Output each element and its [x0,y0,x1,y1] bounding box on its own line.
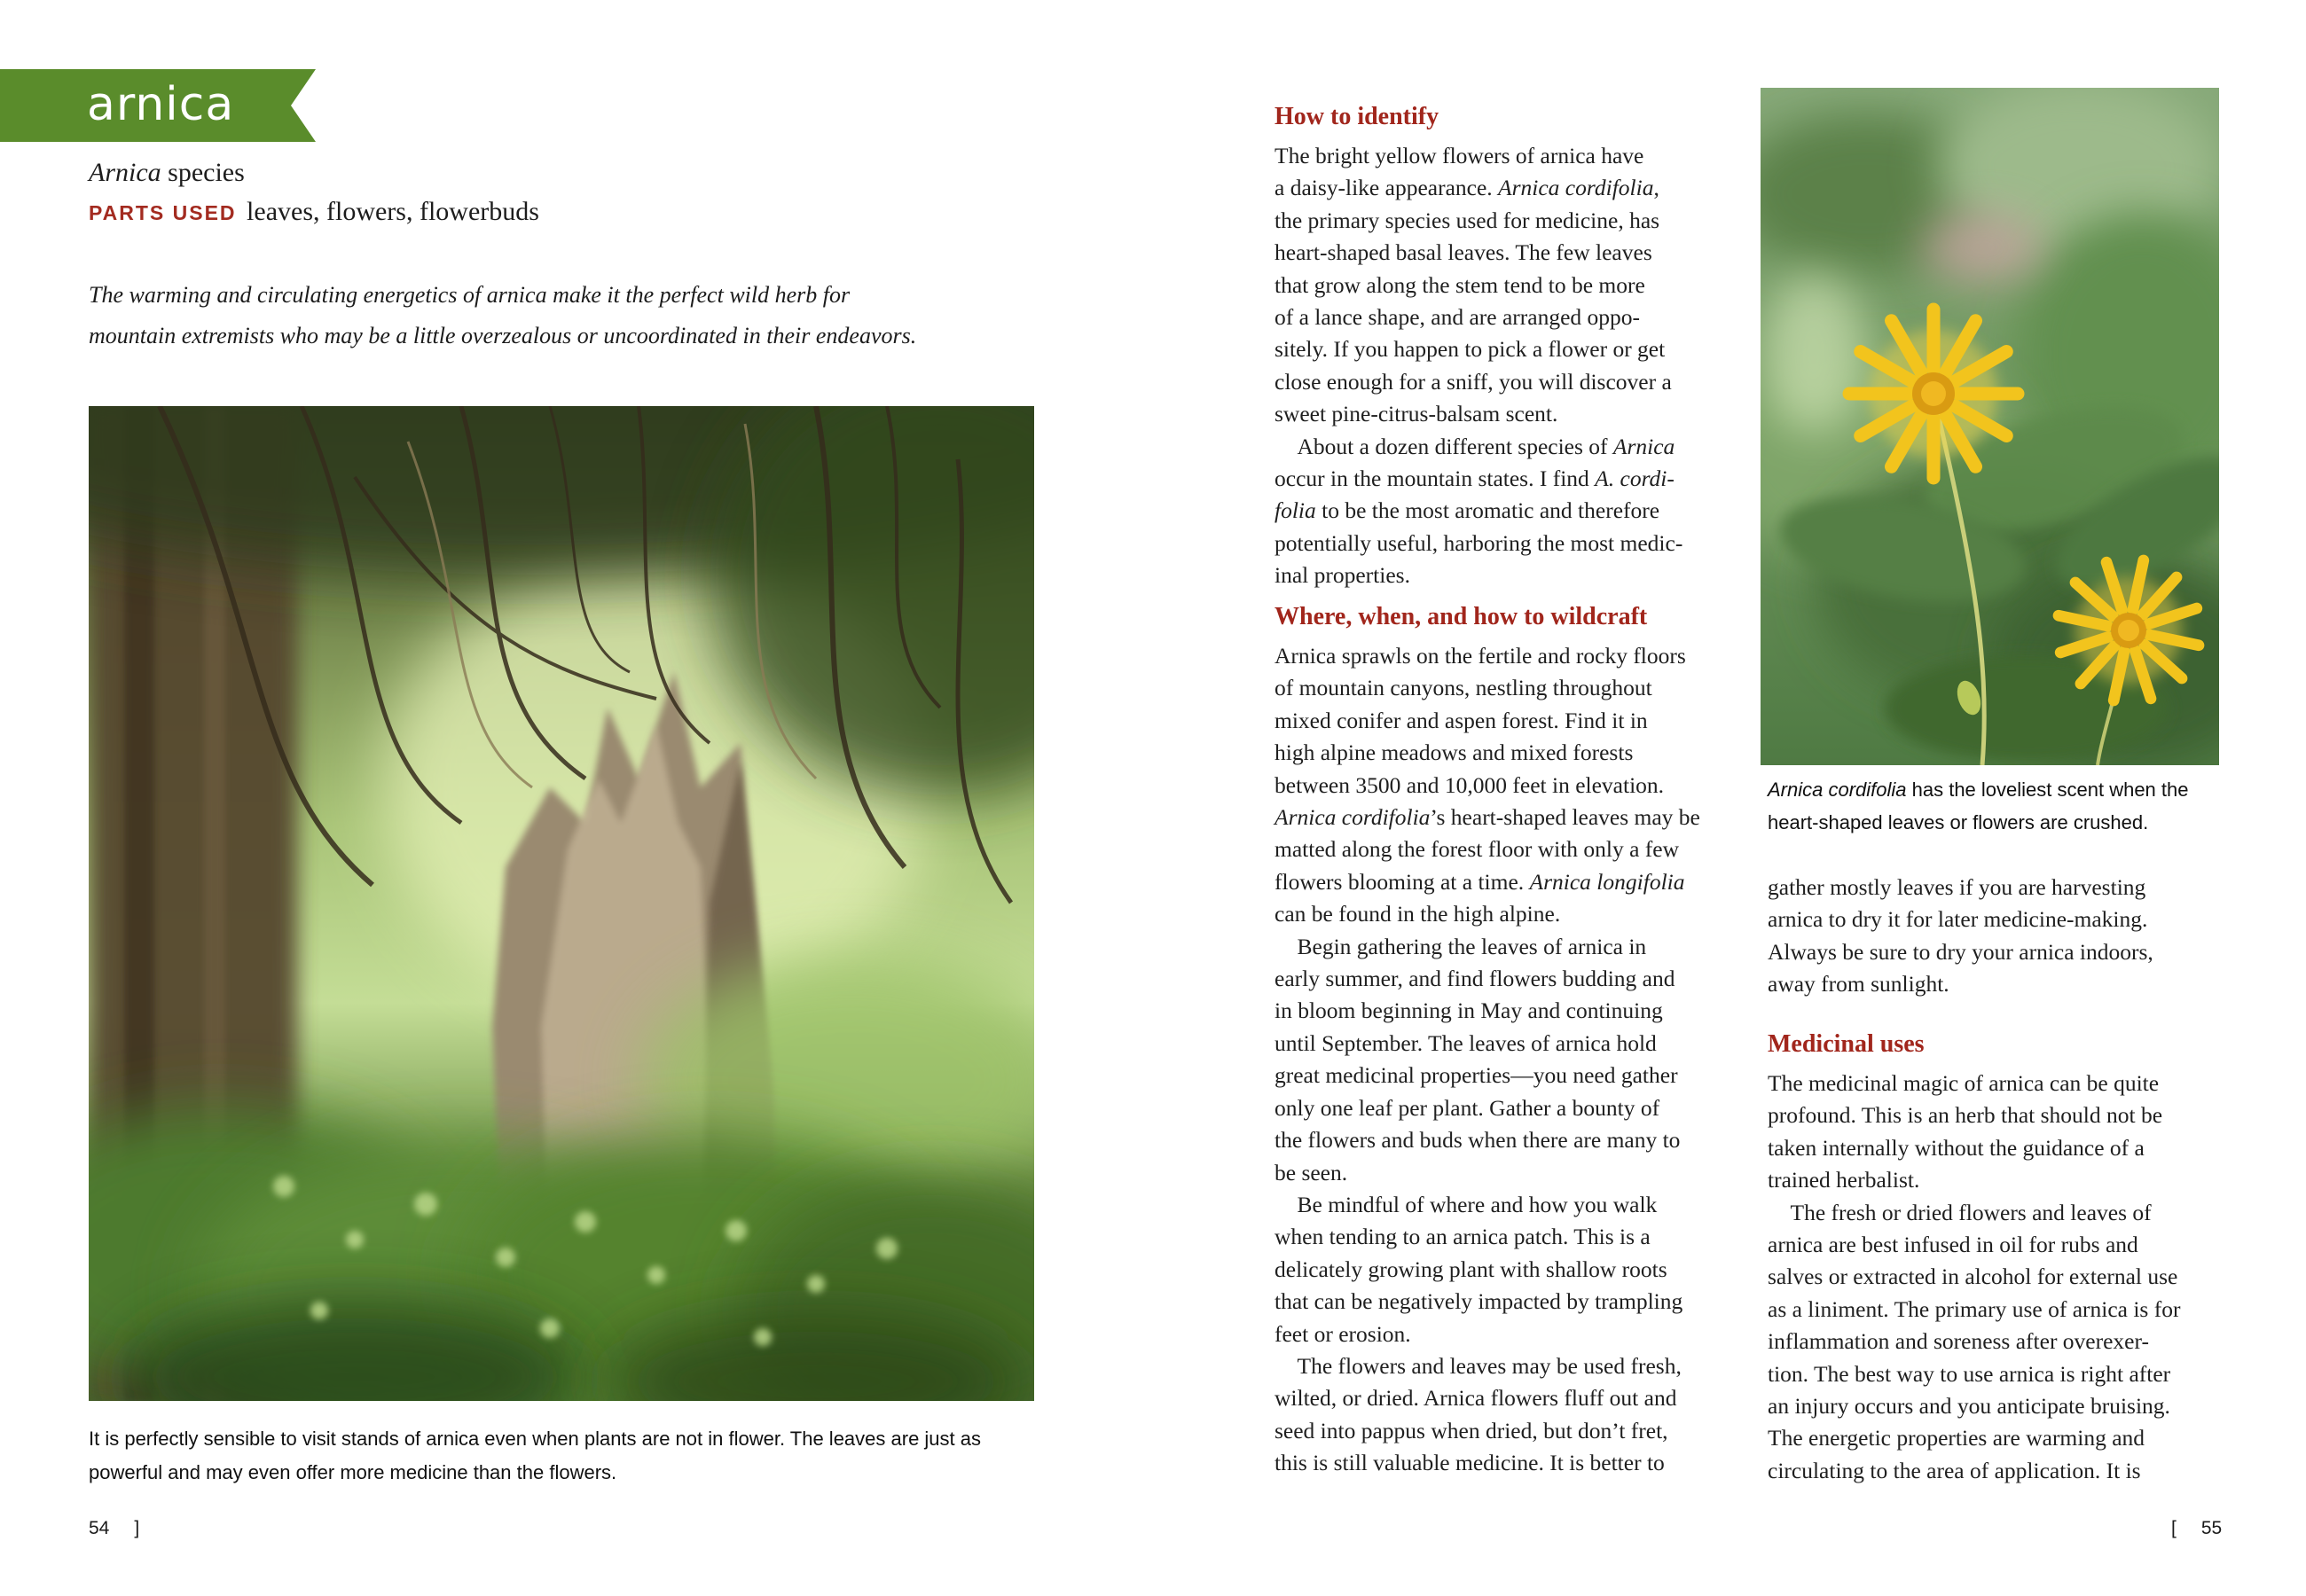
folio-bracket: [ [2171,1518,2177,1538]
section-continuation [1768,872,2251,1001]
forest-floor-photo [89,406,1034,1401]
left-photo-caption: It is perfectly sensible to visit stands of arnica even when plants are not in flower. The leaves are just as powerful and may even offer more medicine than the flowers. [89,1428,982,1483]
page-number-left [89,1518,139,1539]
section-medicinal-uses [1768,1027,2251,1487]
parts-used-line: PARTS USED leaves, flowers, flowerbuds [89,197,539,226]
section-heading: How to identify [1275,103,1439,130]
arnica-flowers-photo [1761,88,2219,765]
page-number: 55 [2200,1518,2223,1538]
folio-bracket: ] [134,1518,140,1538]
chapter-title: arnica [87,78,235,131]
parts-used-label: PARTS USED [89,201,237,224]
section-body: The bright yellow flowers of arnica have a daisy-like appearance. Arnica cordifolia, the primary species used for medicine, has heart-shaped basal leaves. The few leaves that grow along the stem tend to be more of a lance shape, and are arranged oppo- sitely. If you happen to pick a flower or get close enough for a sniff, you will discover a sweet pine-citrus-balsam scent. About a dozen different species of Arnica occur in the mountain states. I find A. cordi- folia to be the most aromatic and therefore potentially useful, harboring the most medic- inal properties. [1275,143,1683,589]
section-heading: Medicinal uses [1768,1030,1925,1058]
section-body: gather mostly leaves if you are harvesting arnica to dry it for later medicine-making. Always be sure to dry your arnica indoors, away from sunlight. [1768,874,2153,998]
parts-used-value [240,197,247,226]
page-number: 54 [89,1518,110,1538]
section-how-to-identify [1275,99,1758,592]
section-where-when-wildcraft [1275,599,1758,1480]
intro-paragraph: The warming and circulating energetics of arnica make it the perfect wild herb for mountain extremists who may be a little overzealous or uncoordinated in their endeavors. [89,282,917,348]
page-number-right [2171,1518,2222,1539]
species-line: Arnica species [89,158,245,187]
section-body: The medicinal magic of arnica can be quite profound. This is an herb that should not be taken internally without the guidance of a trained herbalist. The fresh or dried flowers and leaves of arnica are best infused in oil for rubs and salves or extracted in alcohol for external use as a liniment. The primary use of arnica is for inflammation and soreness after overexer- tion. The best way to use arnica is right after an injury occurs and you anticipate bruising. The energetic properties are warming and circulating to the area of application. It is [1768,1070,2181,1483]
section-heading: Where, when, and how to wildcraft [1275,603,1648,630]
section-body: Arnica sprawls on the fertile and rocky floors of mountain canyons, nestling throughout mixed conifer and aspen forest. Find it in high alpine meadows and mixed forests between 3500 and 10,000 feet in elevation. Arnica cordifolia’s heart-shaped leaves may be matted along the forest floor with only a few flowers blooming at a time. Arnica longifolia can be found in the high alpine. Begin gathering the leaves of arnica in early summer, and find flowers budding and in bloom beginning in May and continuing until September. The leaves of arnica hold great medicinal properties—you need gather only one leaf per plant. Gather a bounty of the flowers and buds when there are many to be seen. Be mindful of where and how you walk when tending to an arnica patch. This is a delicately growing plant with shallow roots that can be negatively impacted by trampling feet or erosion. The flowers and leaves may be used fresh, wilted, or dried. Arnica flowers fluff out and seed into pappus when dried, but don’t fret, this is still valuable medicine. It is better to [1275,643,1700,1476]
right-photo-caption: Arnica cordifolia has the loveliest scent when the heart-shaped leaves or flowers are crushed. [1768,778,2189,833]
